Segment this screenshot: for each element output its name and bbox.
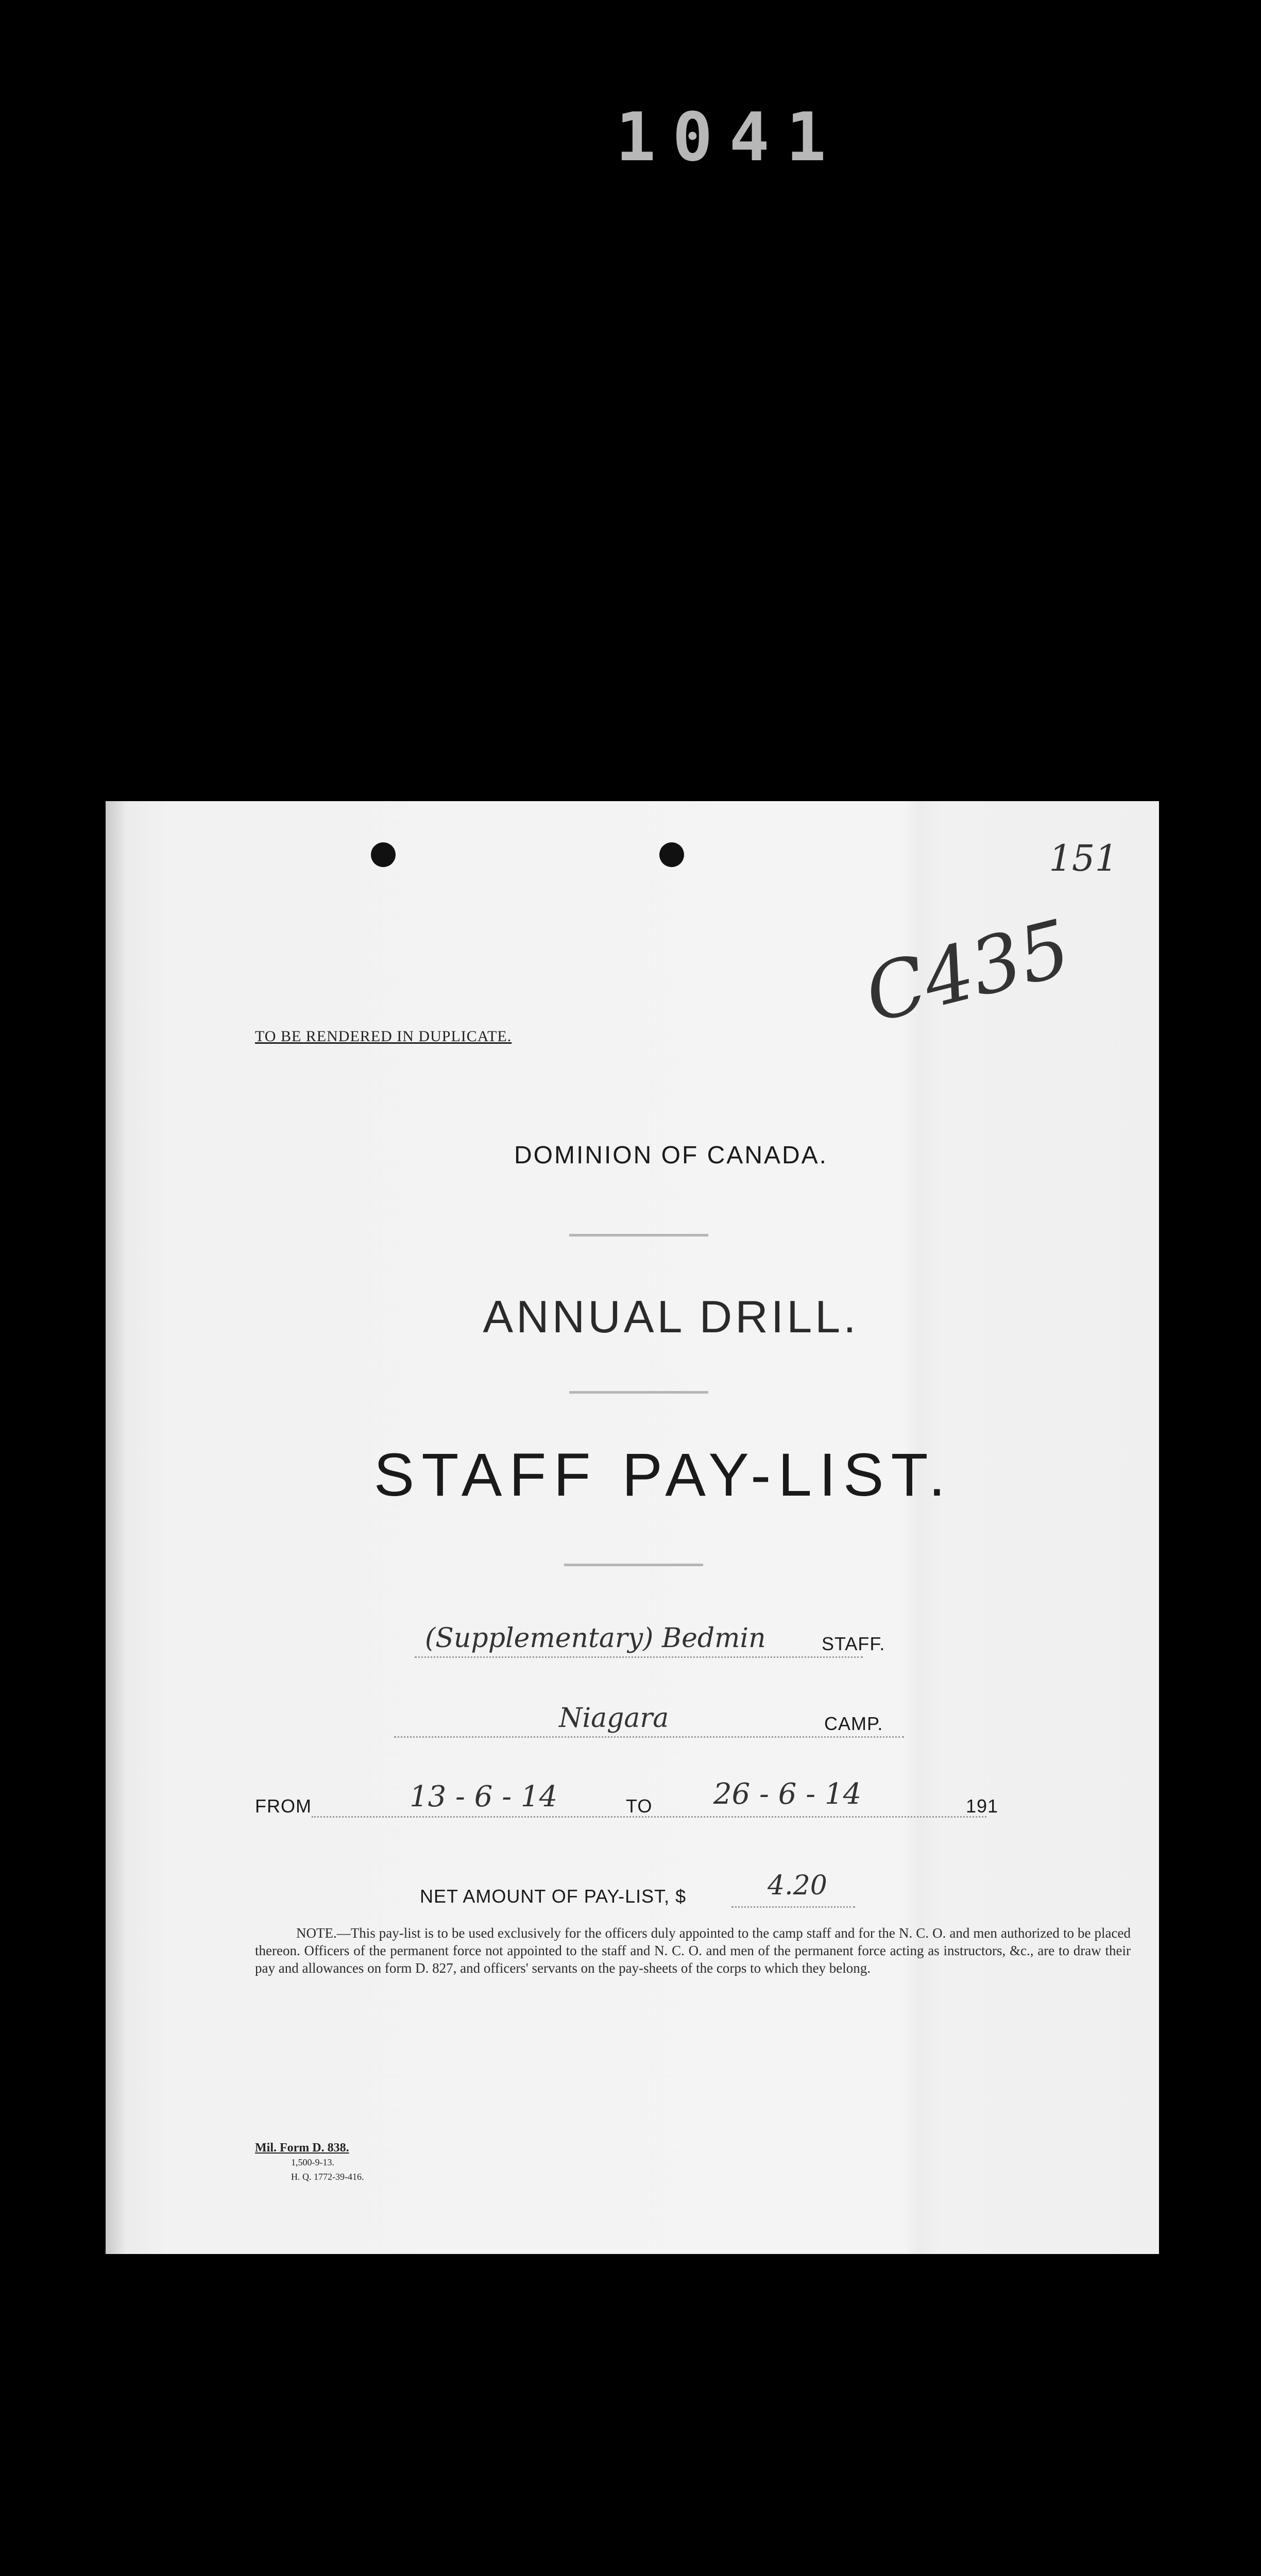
archive-code: C435 [856, 903, 1079, 1040]
duplicate-note: TO BE RENDERED IN DUPLICATE. [255, 1028, 512, 1045]
frame-number: 1041 [616, 98, 843, 176]
note-text: NOTE.—This pay-list is to be used exclusively for the officers duly appointed to the camp staff and for the N. C. O. and men authorized to be placed thereon. Officers of the permanent force not appointed to the staff and N. C. O. and men of the permanent force acting as instructors, &c., are to draw their pay and allowances on form D. 827, and officers' servants on the pay-sheets of the corps to which they belong. [255, 1925, 1131, 1976]
camp-label: CAMP. [824, 1713, 883, 1734]
folio-number: 151 [1049, 837, 1118, 879]
staff-line [415, 1656, 863, 1658]
year-label: 191 [966, 1795, 999, 1817]
net-amount-line [731, 1906, 855, 1908]
to-label: TO [626, 1795, 653, 1817]
to-date: 26 - 6 - 14 [713, 1777, 862, 1811]
punch-hole [371, 842, 396, 867]
divider [569, 1391, 708, 1394]
divider [569, 1234, 708, 1236]
form-print-run: 1,500-9-13. [291, 2157, 334, 2167]
from-label: FROM [255, 1795, 312, 1817]
staff-label: STAFF. [822, 1633, 885, 1654]
divider [564, 1564, 703, 1566]
from-date: 13 - 6 - 14 [410, 1780, 558, 1814]
dominion-title: DOMINION OF CANADA. [514, 1142, 828, 1169]
net-amount-label: NET AMOUNT OF PAY-LIST, $ [420, 1886, 687, 1907]
net-amount-value: 4.20 [768, 1870, 827, 1901]
document-page [106, 801, 1159, 2254]
form-hq-number: H. Q. 1772-39-416. [291, 2172, 364, 2182]
punch-hole [659, 842, 684, 867]
staff-value: (Supplementary) Bedmin [425, 1623, 766, 1654]
camp-line [394, 1736, 904, 1738]
camp-value: Niagara [559, 1703, 669, 1734]
staff-pay-list-title: STAFF PAY-LIST. [373, 1441, 953, 1509]
form-reference [255, 2141, 364, 2184]
annual-drill-title: ANNUAL DRILL. [483, 1291, 859, 1342]
form-name: Mil. Form D. 838. [255, 2141, 349, 2155]
